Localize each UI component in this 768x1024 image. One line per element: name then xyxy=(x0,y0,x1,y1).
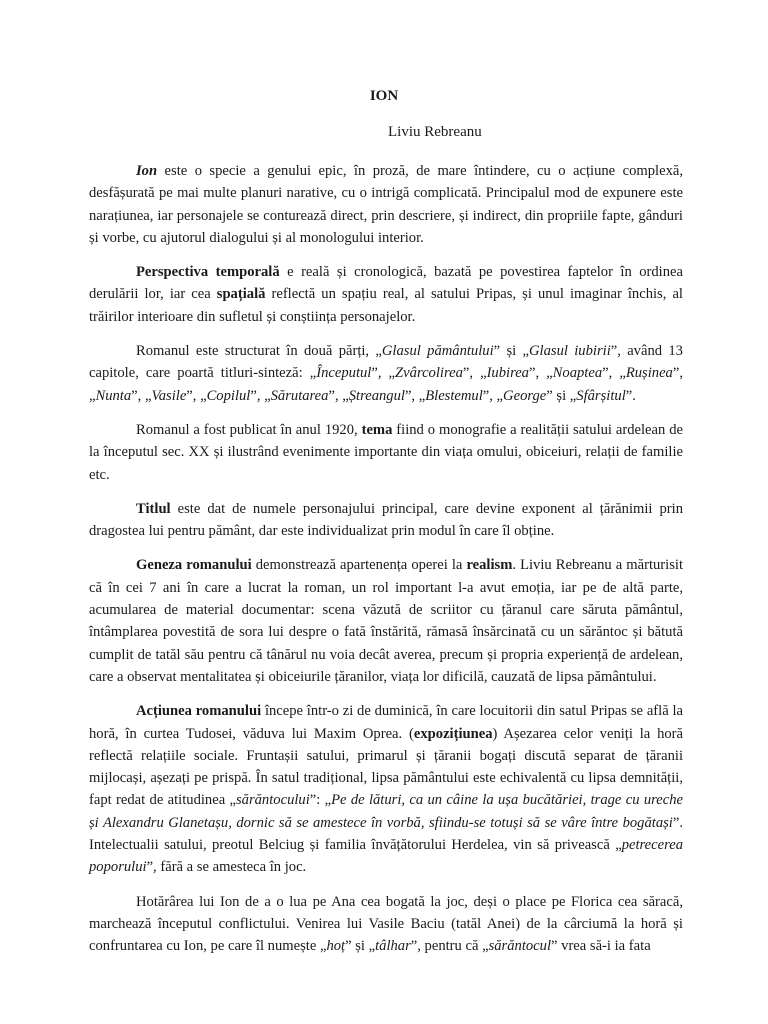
emphasized-text: sărăntocului xyxy=(235,792,310,809)
text-run: demonstrează apartenența operei la xyxy=(251,557,467,574)
emphasized-text: Ștreangul xyxy=(348,387,405,404)
text-run: începe într-o zi de duminică, în care locuitorii din satul Pripas se află la horă, în curtea Tudosei, văduva lui Maxim Oprea. ( xyxy=(89,703,683,742)
emphasized-text: tâlhar xyxy=(375,938,411,955)
emphasized-text: Geneza romanului xyxy=(136,557,252,574)
emphasized-text: realism xyxy=(466,557,513,574)
text-run: ” și „ xyxy=(546,387,577,404)
text-run: ”, „ xyxy=(186,387,207,404)
emphasized-text: Rușinea xyxy=(625,365,673,382)
text-run: reflectă un spațiu real, al satului Pripas, și unul imaginar închis, al trăirilor interioare din sufletul și conștiința personajelor. xyxy=(89,286,683,325)
text-run: Romanul a fost publicat în anul 1920, xyxy=(136,421,362,438)
paragraph xyxy=(89,419,683,486)
emphasized-text: Perspectiva temporală xyxy=(136,264,280,281)
text-run: ) Așezarea celor veniți la horă reflectă relațiile sociale. Fruntașii satului, primarul și țăranii bogați discută separat de țăranii mijlocași, așezați pe prispă. În satul tradițional, lipsa pământului este echivalentă cu lipsa demnității, fapt redat de atitudinea „ xyxy=(89,725,683,809)
emphasized-text: Iubirea xyxy=(486,365,529,382)
paragraph xyxy=(89,891,683,958)
paragraph xyxy=(89,261,683,328)
emphasized-text: George xyxy=(503,387,547,404)
text-run: ”. xyxy=(625,387,636,404)
text-run: ” vrea să-i ia fata xyxy=(551,938,651,955)
emphasized-text: Vasile xyxy=(151,387,187,404)
text-run: ”, „ xyxy=(528,365,553,382)
text-run: ”, având 13 capitole, care poartă titluri-sinteză: „ xyxy=(89,343,683,382)
text-run: este dat de numele personajului principal, care devine exponent al țărănimii prin dragostea lui pentru pământ, dar este individualizat prin modul în care îl obține. xyxy=(89,500,683,540)
document-body xyxy=(89,160,683,970)
paragraph xyxy=(89,498,683,543)
text-run: Romanul este structurat în două părți, „ xyxy=(136,343,382,360)
text-run: ”, „ xyxy=(328,387,349,404)
emphasized-text: Blestemul xyxy=(425,387,483,404)
emphasized-text: Începutul xyxy=(316,365,372,382)
text-run: ”, „ xyxy=(404,387,426,404)
emphasized-text: spațială xyxy=(216,286,266,303)
emphasized-text: Pe de lături, ca un câine la ușa bucătăriei, trage cu ureche și Alexandru Glanetașu, dornic să se amestece în vorbă, sfiindu-se totuși să se vâre între bogătași xyxy=(89,792,683,831)
text-run: Hotărârea lui Ion de a o lua pe Ana cea bogată la joc, deși o place pe Florica cea săracă, marchează începutul conflictului. Venirea lui Vasile Baciu (tatăl Anei) de la cârciumă la horă și confruntarea cu Ion, pe care îl numește „ xyxy=(89,893,683,955)
emphasized-text: Nunta xyxy=(95,387,132,404)
text-run: ”, „ xyxy=(89,365,683,404)
emphasized-text: Noaptea xyxy=(552,365,603,382)
emphasized-text: hoț xyxy=(326,938,346,955)
emphasized-text: Glasul pământului xyxy=(381,343,494,360)
emphasized-text: Sărutarea xyxy=(270,387,329,404)
paragraph xyxy=(89,160,683,249)
text-run: ” și „ xyxy=(345,938,376,955)
emphasized-text: tema xyxy=(361,421,393,438)
text-run: ”, „ xyxy=(462,365,487,382)
emphasized-text: Copilul xyxy=(206,387,251,404)
emphasized-text: Titlul xyxy=(136,500,171,517)
text-run: ”. Intelectualii satului, preotul Belciug și familia învățătorului Herdelea, vin să privească „ xyxy=(89,814,683,854)
text-run: fiind o monografie a realității satului ardelean de la începutul sec. XX și ilustrând evenimente importante din viața omului, obiceiuri, relații de familie etc. xyxy=(89,421,683,483)
text-run: ”, „ xyxy=(131,387,152,404)
emphasized-text: petrecerea poporului xyxy=(89,837,683,876)
text-run: e reală și cronologică, bazată pe povestirea faptelor în ordinea derulării lor, iar cea xyxy=(89,264,683,303)
text-run: ”, pentru că „ xyxy=(410,938,489,955)
emphasized-text: Zvârcolirea xyxy=(395,365,463,382)
text-run: ”: „ xyxy=(309,792,332,809)
text-run: ”, fără a se amesteca în joc. xyxy=(146,859,307,876)
paragraph xyxy=(89,554,683,688)
emphasized-text: Sfârșitul xyxy=(576,387,626,404)
paragraph xyxy=(89,340,683,407)
text-run: ”, „ xyxy=(602,365,626,382)
emphasized-text: sărăntocul xyxy=(488,938,552,955)
emphasized-text: Glasul iubirii xyxy=(529,343,611,360)
document-title: ION xyxy=(369,88,399,104)
text-run: ”, „ xyxy=(482,387,504,404)
text-run: . Liviu Rebreanu a mărturisit că în cei 7 ani în care a lucrat la roman, un rol important l-a avut emoția, iar pe de altă parte, acumularea de material documentar: scena văzută de scriitor cu țăranul care săruta pământul, întâmplarea povestită de sora lui despre o fată înstărită, rămasă însărcinată cu un sărăntoc și bătută cumplit de tatăl său pentru că tânărul nu voia decât averea, precum și propria experiență de ardelean, care a observat mentalitatea și obiceiurile țăranilor, viața lor dificilă, cauzată de lipsa pământului. xyxy=(89,557,683,685)
emphasized-text: Ion xyxy=(136,163,158,179)
text-run: ”, „ xyxy=(250,387,271,404)
text-run: este o specie a genului epic, în proză, de mare întindere, cu o acțiune complexă, desfășurată pe mai multe planuri narative, cu o intrigă complicată. Principalul mod de expunere este narațiunea, iar personajele se conturează direct, prin descriere, și indirect, din propriile fapte, gânduri și vorbe, cu ajutorul dialogului și al monologului interior. xyxy=(89,163,683,246)
paragraph xyxy=(89,700,683,878)
emphasized-text: Acțiunea romanului xyxy=(136,703,262,720)
text-run: ”, „ xyxy=(371,365,396,382)
author-name: Liviu Rebreanu xyxy=(388,124,482,140)
text-run: ” și „ xyxy=(493,343,529,360)
emphasized-text: expozițiunea xyxy=(413,725,493,742)
